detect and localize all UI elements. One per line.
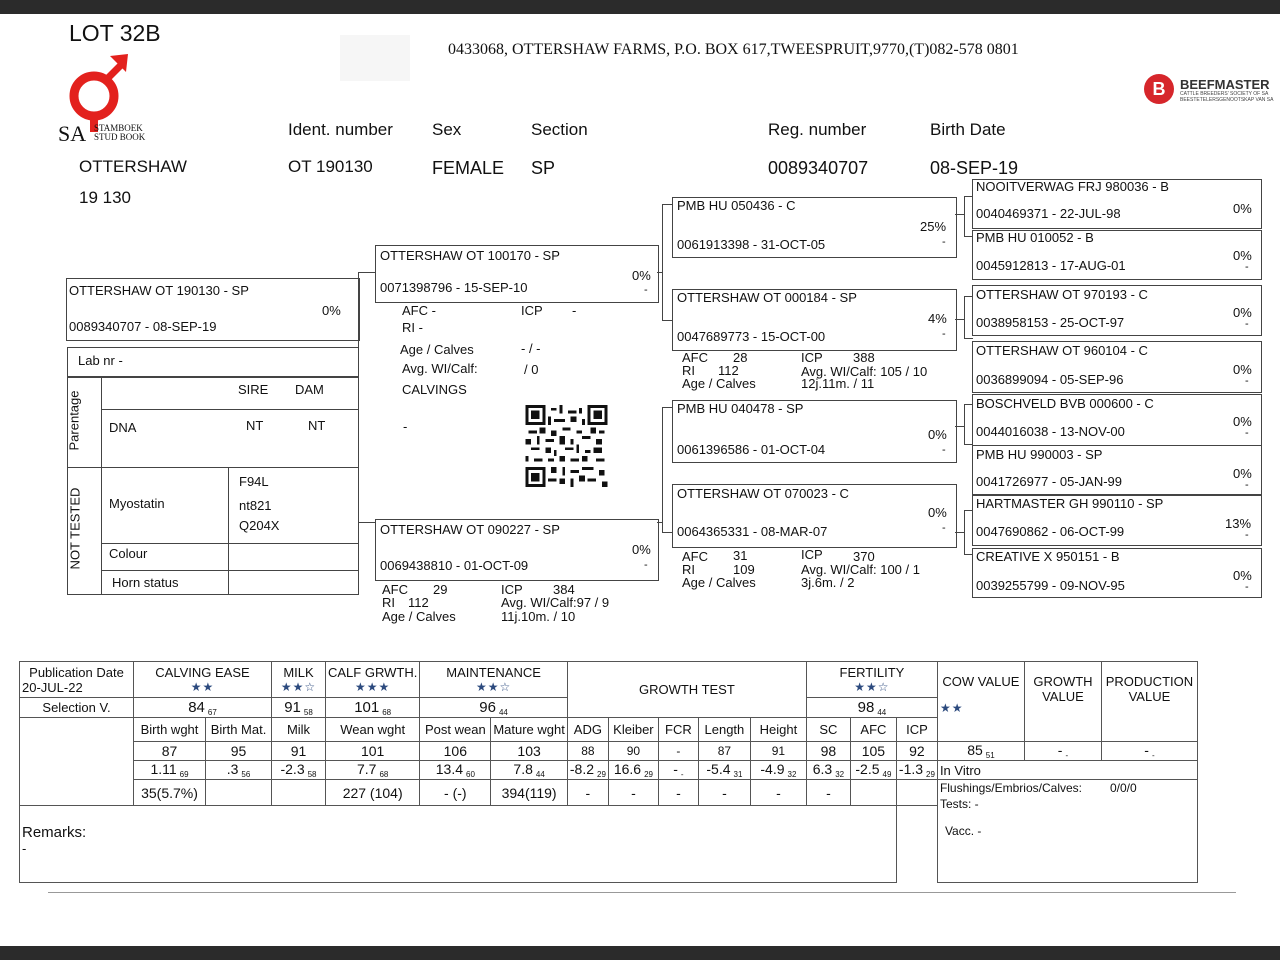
colour-label: Colour [109,546,148,561]
sire-icp-label: ICP [521,303,543,318]
ggp-name: OTTERSHAW OT 960104 - C [976,343,1148,358]
calving-selection-value: 84 $_{67}$ [134,698,272,718]
growth-value-header: GROWTH VALUE [1024,662,1101,742]
calving-ease-stars-icon: ★★ [190,680,215,694]
ident-number: OT 190130 [288,157,373,176]
dam-box: OTTERSHAW OT 090227 - SP 0% - 0069438810 - 01-OCT-09 [375,519,659,581]
gp-afc: 28 [733,350,748,365]
dam-afc: 29 [433,582,448,597]
gp-pct: 0% [928,427,947,442]
not-tested-label: NOT TESTED [67,487,83,570]
ggp-reg: 0040469371 - 22-JUL-98 [976,206,1121,221]
ident-label: Ident. number [288,120,393,139]
bv-ind-row: 87 95 91 101 106 103 88 90 - 87 91 98 105 92 85 $_{51}$ - $_-$ - $_-$ [20,742,1198,761]
beefmaster-name: BEEFMASTER [1180,77,1270,92]
breeder-address: 0433068, OTTERSHAW FARMS, P.O. BOX 617,TWEESPRUIT,9770,(T)082-578 0801 [448,41,1019,58]
self-box [66,278,360,341]
estimated-bv-row: 1.11 $_{69}$ .3 $_{56}$ -2.3 $_{58}$ 7.7 $_{68}$ 13.4 $_{60}$ 7.8 $_{44}$ -8.2 $_{29}$ 16.6 $_{29}$ - $_-$ -5.4 $_{31}$ -4.9 $_{32}$ 6.3 $_{32}$ -2.5 $_{49}$ -1.3 $_{29}$ In Vitro [20,761,1198,780]
myostatin-q204x: Q204X [239,518,280,533]
sire-reg: 0071398796 - 15-SEP-10 [380,280,528,295]
trait-columns-row: Birth wght Birth Mat. Milk Wean wght Post wean Mature wght ADG Kleiber FCR Length Height SC AFC ICP [20,718,1198,742]
calving-ease-header: CALVING EASE ★★ [134,662,272,698]
lab-grid [67,376,359,595]
beefmaster-logo-icon: B [1144,74,1174,104]
ggp-box-8: CREATIVE X 950151 - B 0% - 0039255799 - 09-NOV-95 [972,548,1262,598]
dam-pct: 0% [632,542,651,557]
measurements-row: 35(5.7%) 227 (104) - (-) 394(119) - - - - - - Flushings/Embrios/Calves: 0/0/0 Tests: - Vacc. - [20,780,1198,806]
sire-name: OTTERSHAW OT 100170 - SP [380,248,560,263]
gp-icp: 388 [853,350,875,365]
cow-value-header: COW VALUE ★★ [937,662,1024,742]
remarks-cell: Remarks: - [20,806,897,883]
ggp-name: HARTMASTER GH 990110 - SP [976,496,1164,511]
dam-age: 11j.10m. / 10 [501,609,576,624]
ggp-box-4: OTTERSHAW OT 960104 - C 0% - 0036899094 - 05-SEP-96 [972,341,1262,393]
parentage-label: Parentage [66,390,82,451]
cow-value-stars-icon: ★★ [939,701,964,715]
gp-pct: 0% [928,505,947,520]
gp-box-4: OTTERSHAW OT 070023 - C 0% - 0064365331 - 08-MAR-07 [672,484,957,548]
calf-selection-value: 101 $_{68}$ [326,698,420,718]
dna-sire: NT [246,418,264,433]
ggp-reg: 0038958153 - 25-OCT-97 [976,315,1125,330]
flushings-cell: Flushings/Embrios/Calves: 0/0/0 Tests: - Vacc. - [937,780,1197,883]
lab-dam-header: DAM [295,382,324,397]
gp-reg: 0064365331 - 08-MAR-07 [677,524,828,539]
breeding-values-table [19,661,1198,883]
gp-wi: Avg. WI/Calf: 105 / 10 [801,364,928,379]
dam-icp: 384 [553,582,575,597]
lot-number: LOT 32B [69,20,161,46]
gp-name: OTTERSHAW OT 000184 - SP [677,290,857,305]
cow-value: 85 $_{51}$ [937,742,1024,761]
calvings-value: - [403,419,408,434]
ggp-name: PMB HU 010052 - B [976,230,1094,245]
ggp-pct: 0% [1233,362,1252,377]
fertility-header: FERTILITY ★★☆ [806,662,937,698]
dam-name: OTTERSHAW OT 090227 - SP [380,522,560,537]
in-vitro-label: In Vitro [937,761,1197,780]
gp-name: PMB HU 050436 - C [677,198,796,213]
gp-pct: 4% [928,311,947,326]
birth-value: 08-SEP-19 [930,158,1019,178]
horn-label: Horn status [112,575,179,590]
milk-selection-value: 91 $_{58}$ [272,698,326,718]
calf-growth-header: CALF GRWTH. ★★★ [326,662,420,698]
section-value: SP [531,158,556,178]
ggp-box-1 [972,179,1262,229]
maintenance-stars-icon: ★★☆ [475,680,512,694]
sire-pct: 0% [632,268,651,283]
ggp-reg: 0045912813 - 17-AUG-01 [976,258,1126,273]
lab-nr-box [67,347,359,378]
ggp-pct: 0% [1233,248,1252,263]
ggp-name: OTTERSHAW OT 970193 - C [976,287,1148,302]
sire-box: OTTERSHAW OT 100170 - SP 0% - 0071398796 - 15-SEP-10 [375,245,659,303]
gp-reg: 0061396586 - 01-OCT-04 [677,442,826,457]
ggp-box-2: PMB HU 010052 - B 0% - 0045912813 - 17-AUG-01 [972,230,1262,280]
ggp-name: PMB HU 990003 - SP [976,447,1103,462]
lab-sire-header: SIRE [238,382,269,397]
growth-value: - $_-$ [1024,742,1101,761]
myostatin-nt821: nt821 [239,498,272,513]
birth-label: Birth Date [930,120,1006,139]
ggp-name: CREATIVE X 950151 - B [976,549,1120,564]
ggp-box-6: PMB HU 990003 - SP 0% - 0041726977 - 05-JAN-99 [972,445,1262,495]
sex-label: Sex [432,120,462,139]
gp-icp: 370 [853,549,875,564]
milk-stars-icon: ★★☆ [280,680,317,694]
growth-test-header: GROWTH TEST [567,662,806,718]
gp-age: 3j.6m. / 2 [801,575,855,590]
sire-afc: AFC - [402,303,436,318]
self-name: OTTERSHAW OT 190130 - SP [69,283,249,298]
selection-value-label: Selection V. [20,698,134,718]
gp-afc: 31 [733,548,748,563]
gp-ri: 112 [718,363,739,378]
ggp-box-5: BOSCHVELD BVB 000600 - C 0% - 0044016038 - 13-NOV-00 [972,394,1262,446]
sire-wi-label: Avg. WI/Calf: [402,361,478,376]
dam-age-label: Age / Calves [382,609,456,624]
calf-growth-stars-icon: ★★★ [355,680,391,694]
calvings-label: CALVINGS [402,382,467,397]
sire-ri: RI - [402,320,423,335]
sire-age-label: Age / Calves [400,342,474,357]
ggp-name: BOSCHVELD BVB 000600 - C [976,396,1154,411]
maintenance-header: MAINTENANCE ★★☆ [420,662,568,698]
dam-ri-label: RI [382,595,395,610]
dna-dam: NT [308,418,326,433]
self-reg: 0089340707 - 08-SEP-19 [69,319,217,334]
gp-box-3: PMB HU 040478 - SP 0% - 0061396586 - 01-OCT-04 [672,400,957,463]
production-value-header: PRODUCTION VALUE [1101,662,1197,742]
gp-box-2: OTTERSHAW OT 000184 - SP 4% - 0047689773 - 15-OCT-00 [672,289,957,351]
ggp-pct: 13% [1225,516,1252,531]
gp-name: OTTERSHAW OT 070023 - C [677,486,849,501]
gp-name: PMB HU 040478 - SP [677,401,804,416]
lab-nr: Lab nr - [78,353,123,368]
dam-ri: 112 [408,595,429,610]
publication-date-cell: Publication Date 20-JUL-22 [20,662,134,698]
section-label: Section [531,120,588,139]
gp-reg: 0061913398 - 31-OCT-05 [677,237,826,252]
gp-age: 12j.11m. / 11 [801,376,875,391]
production-value: - $_-$ [1101,742,1197,761]
beefmaster-sub2: BEESTETELERSGENOOTSKAP VAN SA [1180,97,1274,103]
gp-ri: 109 [733,562,755,577]
blank-header-area [340,35,410,81]
dam-afc-label: AFC [382,582,408,597]
maintenance-selection-value: 96 $_{44}$ [420,698,568,718]
logo-studbook-text: STAMBOEK STUD BOOK [94,123,146,142]
dam-reg: 0069438810 - 01-OCT-09 [380,558,529,573]
ggp-reg: 0041726977 - 05-JAN-99 [976,474,1122,489]
ggp-reg: 0036899094 - 05-SEP-96 [976,372,1124,387]
fertility-selection-value: 98 $_{44}$ [806,698,937,718]
ggp-box-3: OTTERSHAW OT 970193 - C 0% - 0038958153 - 25-OCT-97 [972,285,1262,336]
myostatin-label: Myostatin [109,496,165,511]
sex-value: FEMALE [432,158,505,178]
myostatin-f94l: F94L [239,474,269,489]
ggp-pct: 0% [1233,201,1252,216]
reg-label: Reg. number [768,120,867,139]
logo-sa: SA [58,121,87,146]
sire-icp: - [572,303,577,318]
ggp-pct: 0% [1233,568,1252,583]
sire-wi: / 0 [524,362,539,377]
ggp-reg: 0039255799 - 09-NOV-95 [976,578,1125,593]
ggp-pct: 0% [1233,305,1252,320]
animal-name: 19 130 [79,188,131,207]
ggp-box-7: HARTMASTER GH 990110 - SP 13% - 0047690862 - 06-OCT-99 [972,495,1262,546]
self-pct: 0% [322,303,341,318]
reg-value: 0089340707 [768,158,869,178]
sire-age: - / - [521,341,541,356]
sa-studbook-logo-icon [66,52,130,132]
gp-pct: 25% [920,219,947,234]
herd-name: OTTERSHAW [79,157,187,176]
qr-code-icon [523,405,610,487]
fertility-stars-icon: ★★☆ [854,680,890,694]
dna-label: DNA [109,420,137,435]
ggp-pct: 0% [1233,466,1252,481]
gp-box-1: PMB HU 050436 - C 25% - 0061913398 - 31-OCT-05 [672,197,957,258]
dam-wi: Avg. WI/Calf:97 / 9 [501,595,610,610]
beefmaster-sub1: CATTLE BREEDERS' SOCIETY OF SA [1180,91,1269,97]
ggp-reg: 0047690862 - 06-OCT-99 [976,524,1125,539]
ggp-name: NOOITVERWAG FRJ 980036 - B [976,179,1169,194]
dam-icp-label: ICP [501,582,523,597]
gp-wi: Avg. WI/Calf: 100 / 1 [801,562,920,577]
gp-reg: 0047689773 - 15-OCT-00 [677,329,826,344]
pedigree-certificate: LOT 32B SA STAMBOEK STUD BOOK 0433068, OTTERSHAW FARMS, P.O. BOX 617,TWEESPRUIT,9770,(T)082-578 0801 B BEEFMASTER CATTLE BREEDERS' SOCIETY OF SA BEESTETELERSGENOOTSKAP VAN SA Ident. number Sex Section Reg. number Birth Date OTTERSHAW 19 130 OT 190130 FEMALE SP 0089340707 08-SEP-19 OTTERSHAW OT 190130 - SP 0% 0089340707 - 08-SEP-19 Lab nr - SIRE DAM Parentage DNA NT NT NOT TESTED Myostatin F94L nt821 Q204X Colour Horn status OTTERSHAW OT 100170 - SP 0% - 0071398796 - 15-SEP-10 AFC - ICP - RI - Age / Calves - / - Avg. WI/Calf: / 0 CALVINGS - OTTERSHAW OT 090227 - SP 0% - 0069438810 - 01-OCT-09 AFC 29 ICP 384 RI 112 Avg. WI/Calf:97 / 9 Age / Calves 11j.10m. / 10 PMB HU 050436 - C 25% - 0061913398 - 31-OCT-05 OTTERSHAW OT 000184 - SP 4% - 0047689773 - 15-OCT-00 AFC 28 ICP 388 RI 112 Avg. WI/Calf: 105 / 10 Age / Calves 12j.11m. / 11 PMB HU 040478 - SP 0% - 0061396586 - 01-OCT-04 OTTERSHAW OT 070023 - C 0% - 0064365331 - 08-MAR-07 AFC 31 ICP 370 RI 109 Avg. WI/Calf: 100 / 1 Age / Calves 3j.6m. / 2 NOOITVERWAG FRJ 980036 - B 0% 0040469371 - 22-JUL-98 PMB HU 010052 - B 0% - 0045912813 - 17-AUG-01 OTTERSHAW OT 970193 - C 0% - 0038958153 - 25-OCT-97 OTTERSHAW OT 960104 - C 0% - 0036899094 - 05-SEP-96 BOSCHVELD BVB 000600 - C 0% - 0044016038 - 13-NOV-00 PMB HU 990003 - SP 0% - 0041726977 - 05-JAN-99 HARTMASTER GH 990110 - SP 13% - 0047690862 - 06-OCT-99 CREATIVE X 950151 - B 0% - 0039255799 - 09-NOV-95 Publication Date 20-JUL-22 CALVING EASE ★★ MILK ★★☆ CALF GRWTH. ★★★ MAINTENANCE ★★☆ GROWTH TEST FERTILITY ★★☆ COW VALUE ★★ GROWTH VALUE PRODUCTION VALUE Selection V. 84 $_{67}$ 91 $_{58}$ 101 $_{68}$ 96 $_{44}$ 98 $_{44}$ Birth wght Birth Mat. Milk Wean wght Post wean Mature wght ADG Kleiber FCR Length Height SC AFC ICP 87 95 91 101 106 103 88 90 - 87 91 98 105 92 85 $_{51}$ - $_-$ - $_-$ 1.11 $_{69}$ .3 $_{56}$ -2.3 $_{58}$ 7.7 $_{68}$ 13.4 $_{60}$ 7.8 $_{44}$ -8.2 $_{29}$ 16.6 $_{29}$ - $_-$ -5.4 $_{31}$ -4.9 $_{32}$ 6.3 $_{32}$ -2.5 $_{49}$ -1.3 $_{29}$ In Vitro 35(5.7%) 227 (104) - (-) 394(119) - - - - - - Flushings/Embrios/Calves: 0/0/0 Tests: - Vacc. - Remarks: - [0,14,1280,946]
ggp-pct: 0% [1233,414,1252,429]
ggp-reg: 0044016038 - 13-NOV-00 [976,424,1125,439]
milk-header: MILK ★★☆ [272,662,326,698]
